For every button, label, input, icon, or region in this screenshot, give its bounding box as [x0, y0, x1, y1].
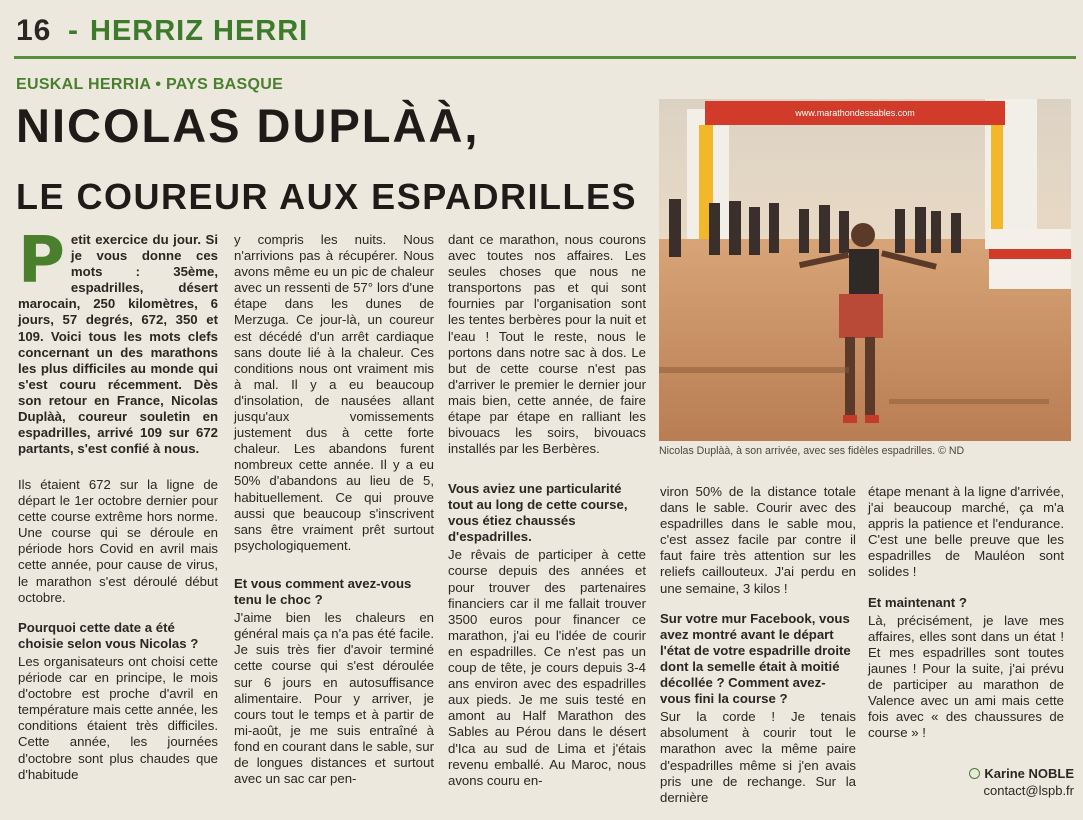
- intro-text: etit exercice du jour. Si je vous donne ces mots : 35ème, espadrilles, désert marocain, 250 kilomètres, 6 jours, 57 degrés, 672, 350 et 109. Voici tous les mots clefs concernant un des marathons les plus difficiles au monde qui s'est couru récemment. Dès son retour en France, Nicolas Duplàà, coureur souletin en espadrilles, arrivé 109 sur 672 partants, s'est confié à nous.: [18, 232, 218, 457]
- column-2-text: y compris les nuits. Nous n'arrivions pas à récupérer. Nous avons même eu un pic de chaleur avec un ressenti de 57° lors d'une étape dans les dunes de Merzuga. Ce jour-là, un coureur est décédé d'un arrêt cardiaque sans doute lié à la chaleur. Ces conditions nous ont vraiment mis à mal. Il y a eu beaucoup d'insolation, de nausées allant jusqu'aux vomissements justement dus à cette forte chaleur. Les abandons furent nombreux cette année. Il y a eu 50% d'abandons au lieu de 5, habituellement. Ce qui prouve aussi que beaucoup s'inscrivent sans être vraiment prêt surtout psychologiquement.: [234, 232, 434, 553]
- column-2-top: [234, 232, 434, 554]
- column-3-bottom: [448, 481, 646, 803]
- headline-line-2: LE COUREUR AUX ESPADRILLES: [16, 176, 638, 217]
- drop-cap: P: [18, 224, 65, 298]
- interview-answer: Là, précisément, je lave mes affaires, elles sont dans un état ! Et mes espadrilles sont toutes jaunes ! Pour la suite, j'ai prévu de participer au marathon de Valence avec un ami mais cette fois avec « des chaussures de course » !: [868, 612, 1064, 741]
- shadow: [659, 367, 849, 373]
- headline-line-1: NICOLAS DUPLÀÀ,: [16, 99, 480, 152]
- interview-question: Vous aviez une particularité tout au long de cette course, vous étiez chaussés d'espadrilles.: [448, 481, 628, 545]
- interview-question: Et maintenant ?: [868, 594, 967, 610]
- header-rule: [14, 56, 1076, 59]
- interview-answer: J'aime bien les chaleurs en général mais ça n'a pas été facile. Je suis très fier d'avoir terminé cette course qui s'est déroulée sur 6 jours en autosuffisance alimentaire. Pour y arriver, je cours tout le temps et à partir de mi-août, je me suis entraîné à fond en courant dans le sable, sur de longues distances et surtout avec un sac car pen-: [234, 610, 434, 787]
- page-number: 16: [16, 14, 52, 47]
- finish-line-illustration: [659, 99, 1071, 441]
- interview-answer: Je rêvais de participer à cette course depuis des années et pour trouver des partenaires financiers car il me fallait trouver 3500 euros pour financer ce marathon, j'ai eu l'idée de courir en espadrilles. Ce n'est pas un coup de tête, je cours depuis 3-4 ans environ avec des espadrilles aux pieds. Je me suis testé en amont au Half Marathon des Sables au Pérou dans le désert d'Ica au sud de Lima et j'étais revenu emballé. Au Maroc, nous avons couru en-: [448, 547, 646, 788]
- header-dash: -: [68, 14, 78, 47]
- article-kicker: EUSKAL HERRIA • PAYS BASQUE: [16, 76, 284, 93]
- author-name: Karine NOBLE: [984, 766, 1074, 781]
- column-1-bottom: [18, 477, 218, 797]
- paragraph: étape menant à la ligne d'arrivée, j'ai beaucoup marché, ça m'a appris la patience et l'endurance. C'est une belle preuve que les espadrilles de Mauléon sont solides !: [868, 484, 1064, 580]
- shadow: [889, 399, 1049, 404]
- interview-answer: Sur la corde ! Je tenais absolument à courir tout le marathon avec la même paire d'espadrilles même si j'en avais pris une de rechange. Sur la dernière: [660, 709, 856, 805]
- banner-text: www.marathondessables.com: [795, 108, 915, 118]
- author-line: [944, 766, 1074, 781]
- paragraph: Ils étaient 672 sur la ligne de départ le 1er octobre dernier pour cette course extrême hors norme. Une course qui se déroule en période hors Covid en avril mais cette année, pour cause de virus, le marathon s'est déroulé début octobre.: [18, 477, 218, 605]
- interview-question: Sur votre mur Facebook, vous avez montré avant le départ l'état de votre espadrille droite dont la semelle était à moitié décollée ? Comment avez-vous fini la course ?: [660, 610, 851, 707]
- interview-question: Pourquoi cette date a été choisie selon vous Nicolas ?: [18, 619, 199, 651]
- column-3-text: dant ce marathon, nous courons avec toutes nos affaires. Les seules choses que nous ne transportons pas et qui sont fournies par l'organisation sont les tentes berbères pour la nuit et l'eau ! Tout le reste, nous le portons dans notre sac à dos. Le but de cette course n'est pas d'arriver le premier le dernier jour mais bien, cette année, de faire étape par étape en ralliant les bivouacs les soirs, bivouacs installés par les Berbères.: [448, 232, 646, 457]
- article-photo: [659, 99, 1071, 441]
- column-4: [660, 484, 856, 820]
- interview-question: Et vous comment avez-vous tenu le choc ?: [234, 576, 412, 608]
- photo-caption: Nicolas Duplàà, à son arrivée, avec ses fidèles espadrilles. © ND: [659, 445, 965, 457]
- intro-column: [18, 224, 218, 457]
- section-title: HERRIZ HERRI: [90, 15, 309, 47]
- byline: [944, 766, 1074, 798]
- column-3-top: [448, 232, 646, 457]
- column-5: [868, 484, 1064, 755]
- paragraph: viron 50% de la distance totale dans le sable. Courir avec des espadrilles dans le sable mou, c'est assez facile par contre il faut faire très attention sur les reliefs caillouteux. J'ai perdu en une semaine, 3 kilos !: [660, 484, 856, 596]
- interview-answer: Les organisateurs ont choisi cette période car en principe, le mois d'octobre est proche d'avril en température mais cette année, les conditions étaient très difficiles. Cette année, les journées d'octobre sont plus chaudes que d'habitude: [18, 653, 218, 782]
- pen-icon: [969, 768, 980, 779]
- column-2-bottom: [234, 576, 434, 801]
- author-email[interactable]: contact@lspb.fr: [983, 783, 1074, 798]
- arch-right-stripe: [991, 125, 1003, 245]
- barrier-stripe: [989, 249, 1071, 259]
